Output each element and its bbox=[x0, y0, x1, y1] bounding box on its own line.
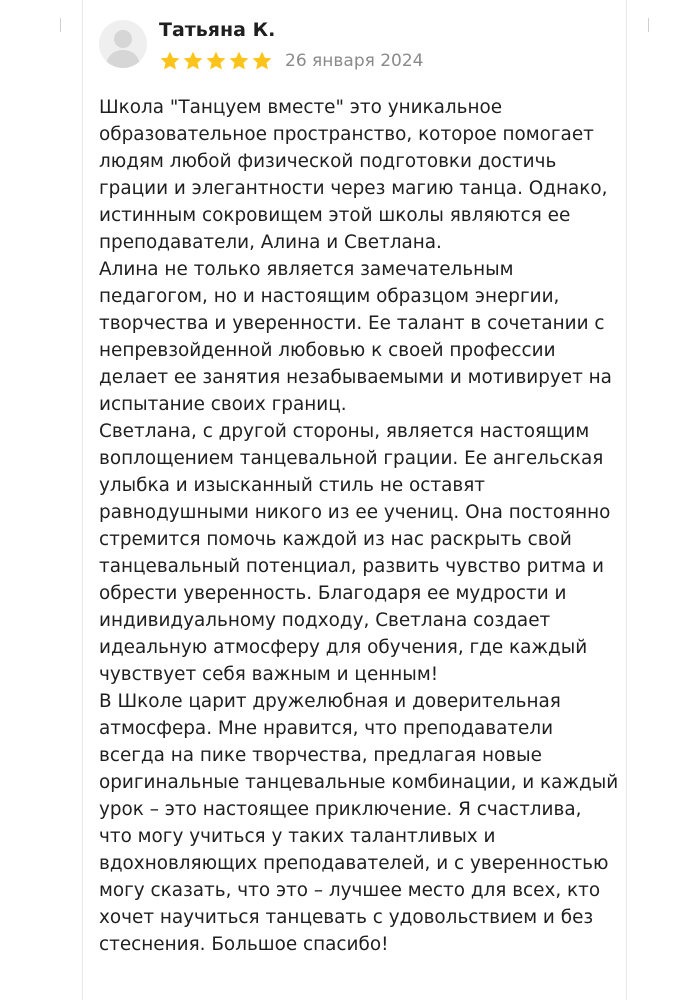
star-filled-icon bbox=[182, 50, 204, 72]
star-filled-icon bbox=[205, 50, 227, 72]
star-filled-icon bbox=[251, 50, 273, 72]
review-paragraph: Школа "Танцуем вместе" это уникальное образовательное пространство, которое помогает людям любой физической подготовки достичь грации и элегантности через магию танца. Однако, истинным сокровищем этой школы являются ее преподаватели, Алина и Светлана. bbox=[99, 97, 608, 253]
left-divider bbox=[82, 0, 83, 1000]
review-meta bbox=[159, 50, 424, 72]
review-paragraph: В Школе царит дружелюбная и доверительная атмосфера. Мне нравится, что преподаватели всегда на пике творчества, предлагая новые оригинальные танцевальные комбинации, и каждый урок – это настоящее приключение. Я счастлива, что могу учиться у таких талантливых и вдохновляющих преподавателей, и с уверенностью могу сказать, что это – лучшее место для всех, кто хочет научиться танцевать с удовольствием и без стеснения. Большое спасибо! bbox=[99, 691, 619, 955]
avatar[interactable] bbox=[99, 20, 147, 68]
left-edge-tick bbox=[60, 18, 61, 32]
review-date: 26 января 2024 bbox=[285, 51, 424, 71]
review-header bbox=[99, 18, 619, 78]
author-name[interactable]: Татьяна К. bbox=[159, 19, 276, 41]
user-silhouette-icon bbox=[99, 20, 147, 68]
right-edge-tick bbox=[648, 18, 649, 32]
review-paragraph: Светлана, с другой стороны, является настоящим воплощением танцевальной грации. Ее ангельская улыбка и изысканный стиль не оставят равнодушными никого из ее учениц. Она постоянно стремится помочь каждой из нас раскрыть свой танцевальный потенциал, развить чувство ритма и обрести уверенность. Благодаря ее мудрости и индивидуальному подходу, Светлана создает идеальную атмосферу для обучения, где каждый чувствует себя важным и ценным! bbox=[99, 421, 611, 685]
review-text bbox=[99, 94, 619, 958]
star-filled-icon bbox=[159, 50, 181, 72]
star-filled-icon bbox=[228, 50, 250, 72]
review-card bbox=[99, 18, 619, 958]
right-divider bbox=[626, 0, 627, 1000]
review-paragraph: Алина не только является замечательным педагогом, но и настоящим образцом энергии, творчества и уверенности. Ее талант в сочетании с непревзойденной любовью к своей профессии делает ее занятия незабываемыми и мотивирует на испытание своих границ. bbox=[99, 259, 612, 415]
rating-stars bbox=[159, 50, 273, 72]
